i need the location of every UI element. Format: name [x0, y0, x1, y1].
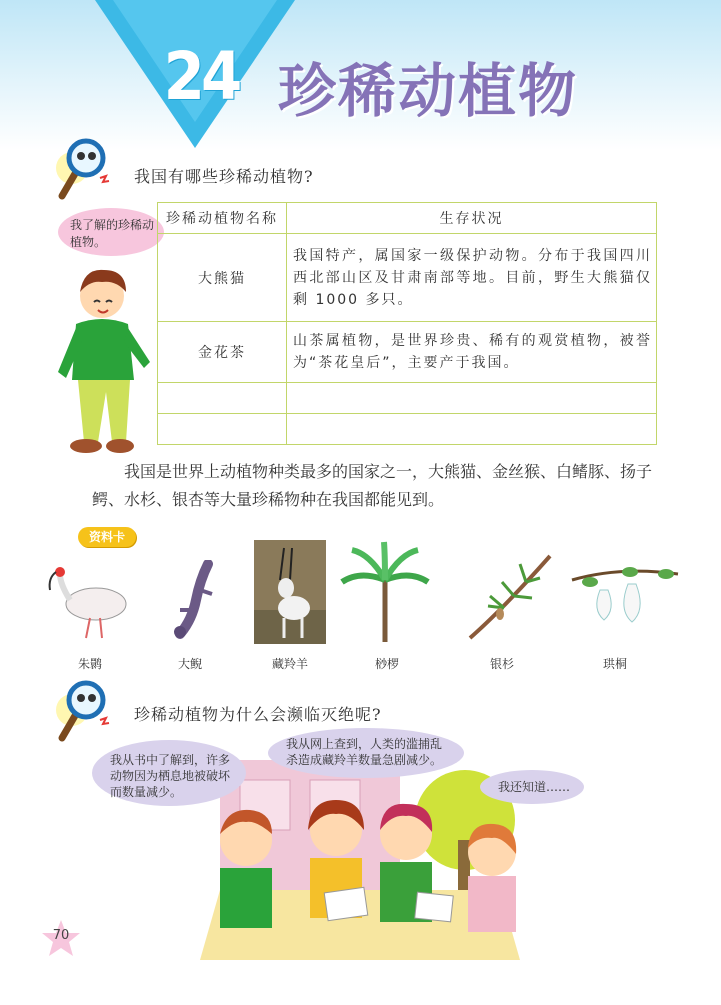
caption-tibetan-antelope: 藏羚羊	[271, 657, 308, 671]
page-number: 70	[52, 928, 70, 943]
boy-illustration	[54, 262, 154, 458]
page-title: 珍稀动植物	[278, 57, 579, 125]
caption-giant-salamander: 大鲵	[177, 657, 202, 671]
table-cell-name-empty[interactable]	[158, 383, 287, 414]
caption-dove-tree: 珙桐	[602, 657, 627, 671]
speech-bubble-middle: 我从网上查到，人类的滥捕乱杀造成藏羚羊数量急剧减少。	[268, 728, 464, 778]
speech-bubble-left: 我从书中了解到，许多动物因为栖息地被破坏而数量减少。	[92, 740, 246, 806]
crested-ibis-icon	[46, 560, 136, 644]
dove-tree-icon	[570, 560, 680, 644]
table-cell-status: 我国特产，属国家一级保护动物。分布于我国四川西北部山区及甘肃南部等地。目前，野生大熊猫仅剩 1000 多只。	[287, 234, 657, 322]
table-cell-status-empty[interactable]	[287, 414, 657, 445]
tibetan-antelope-icon	[254, 540, 326, 644]
intro-paragraph: 我国是世界上动植物种类最多的国家之一，大熊猫、金丝猴、白鳍豚、扬子鳄、水杉、银杏等大量珍稀物种在我国都能见到。	[92, 462, 653, 509]
cathaya-tree-icon	[464, 548, 556, 642]
rare-species-table	[157, 202, 657, 445]
tree-fern-icon	[340, 540, 430, 644]
speech-bubble-pink: 我了解的珍稀动植物。	[58, 208, 164, 256]
table-row[interactable]	[158, 383, 657, 414]
table-header-row	[158, 203, 657, 234]
table-cell-name: 金花茶	[158, 322, 287, 383]
table-row	[158, 322, 657, 383]
table-row	[158, 234, 657, 322]
table-header-name: 珍稀动植物名称	[158, 203, 287, 234]
magnifier-icon	[50, 138, 120, 202]
children-illustration	[206, 790, 526, 940]
speech-bubble-right: 我还知道……	[480, 770, 584, 804]
giant-salamander-icon	[170, 560, 220, 640]
lesson-number: 24	[163, 38, 239, 115]
table-header-status: 生存状况	[287, 203, 657, 234]
caption-crested-ibis: 朱鹮	[77, 657, 102, 671]
table-cell-name-empty[interactable]	[158, 414, 287, 445]
table-cell-status-empty[interactable]	[287, 383, 657, 414]
magnifier-icon	[50, 680, 120, 744]
table-cell-status: 山茶属植物，是世界珍贵、稀有的观赏植物，被誉为“茶花皇后”，主要产于我国。	[287, 322, 657, 383]
table-cell-name: 大熊猫	[158, 234, 287, 322]
table-row[interactable]	[158, 414, 657, 445]
question-2: 珍稀动植物为什么会濒临灭绝呢?	[134, 705, 382, 724]
caption-cathaya: 银杉	[489, 657, 514, 671]
question-1: 我国有哪些珍稀动植物?	[134, 167, 314, 186]
info-card-tag: 资料卡	[78, 527, 136, 547]
caption-tree-fern: 桫椤	[374, 657, 399, 671]
